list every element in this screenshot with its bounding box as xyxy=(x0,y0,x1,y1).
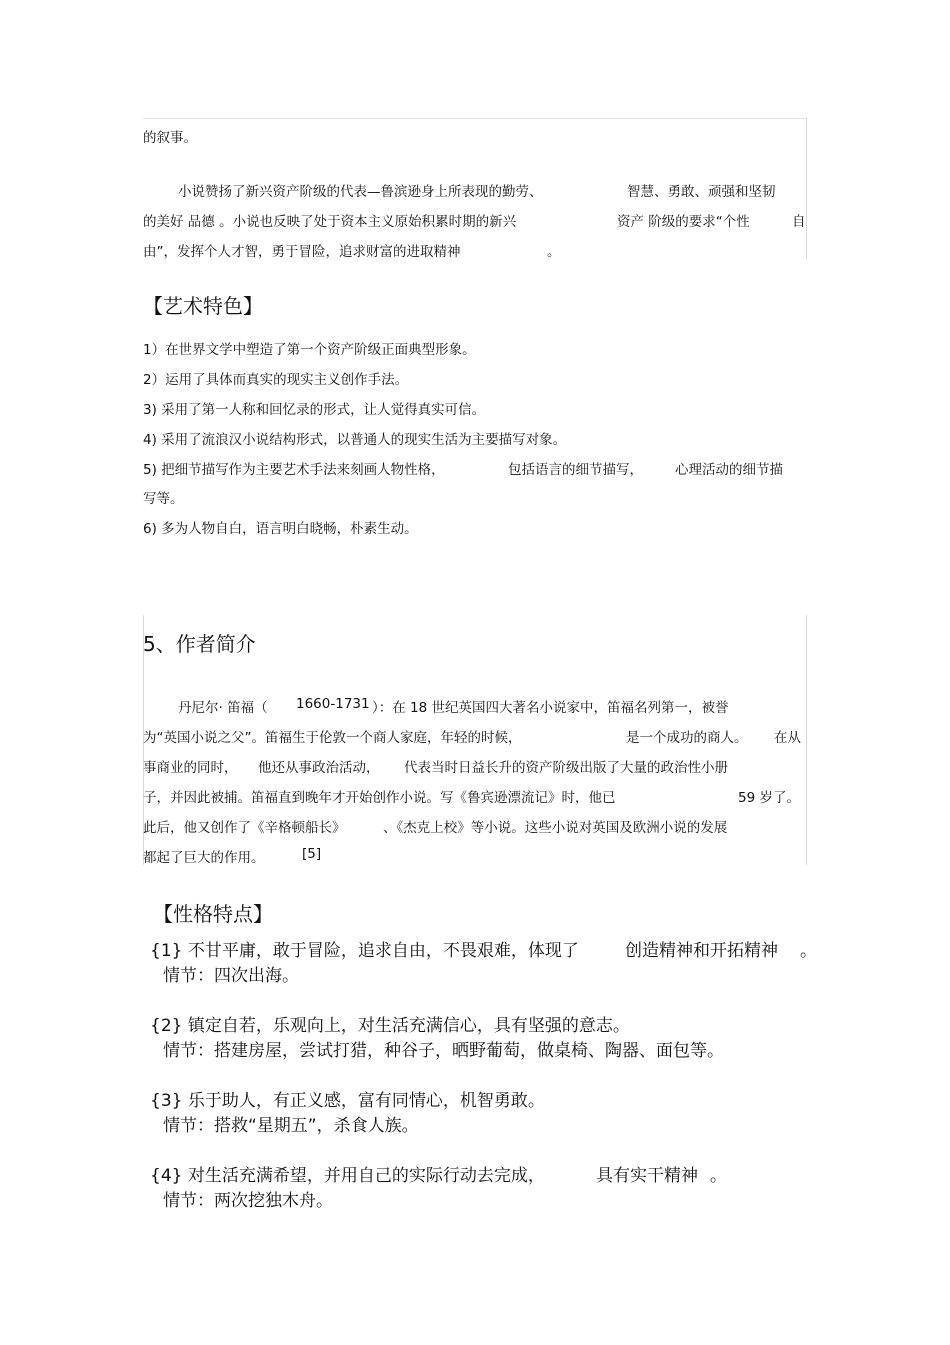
trait-3: {3} 乐于助人，有正义感，富有同情心，机智勇敢。 xyxy=(150,1091,545,1111)
frame-right-rule-top xyxy=(806,118,807,260)
traits-heading: 【性格特点】 xyxy=(153,902,273,926)
author-line-3c: 代表当时日益长升的资产阶级出版了大量的政治性小册 xyxy=(404,760,728,776)
author-line-3b: 他还从事政治活动， xyxy=(258,760,380,776)
trait-4c: 。 xyxy=(710,1166,727,1186)
author-line-5b: 、《杰克上校》等小说。这些小说对英国及欧洲小说的发展 xyxy=(383,820,728,836)
trait-2-plot: 情节：搭建房屋，尝试打猎，种谷子，晒野葡萄，做桌椅、陶器、面包等。 xyxy=(163,1041,724,1061)
trait-1c: 。 xyxy=(800,941,817,961)
author-line-1c: ）：在 18 世纪英国四大著名小说家中，笛福名列第一，被誉 xyxy=(372,700,729,716)
intro-line-2c: 自 xyxy=(792,214,806,230)
author-heading: 5、作者简介 xyxy=(143,632,256,656)
author-line-2b: 是一个成功的商人。 xyxy=(626,730,748,746)
trait-2: {2} 镇定自若，乐观向上，对生活充满信心，具有坚强的意志。 xyxy=(150,1016,630,1036)
art-item-5b: 包括语言的细节描写， xyxy=(508,462,643,478)
frame-right-rule-mid xyxy=(806,615,807,865)
intro-line-2a: 的美好 品德 。小说也反映了处于资本主义原始积累时期的新兴 xyxy=(143,214,517,230)
art-item-5c: 心理活动的细节描 xyxy=(675,462,783,478)
intro-line-3b: 。 xyxy=(547,244,561,260)
intro-line-1a: 小说赞扬了新兴资产阶级的代表—鲁滨逊身上所表现的勤劳、 xyxy=(178,184,543,200)
art-item-5d: 写等。 xyxy=(143,491,184,507)
frame-top-rule xyxy=(143,118,807,119)
art-item-3: 3) 采用了第一人称和回忆录的形式，让人觉得真实可信。 xyxy=(143,402,486,418)
author-line-2c: 在从 xyxy=(774,730,801,746)
trait-1-plot: 情节：四次出海。 xyxy=(163,966,299,986)
intro-line-2b: 资产 阶级的要求“个性 xyxy=(617,214,750,230)
trait-3-plot: 情节：搭救“星期五”，杀食人族。 xyxy=(163,1116,419,1136)
trait-4-plot: 情节：两次挖独木舟。 xyxy=(163,1191,333,1211)
trait-4b: 具有实干精神 xyxy=(596,1166,698,1186)
author-line-4a: 子，并因此被捕。笛福直到晚年才开始创作小说。写《鲁宾逊漂流记》时，他已 xyxy=(143,790,616,806)
art-item-4: 4) 采用了流浪汉小说结构形式，以普通人的现实生活为主要描写对象。 xyxy=(143,432,567,448)
trait-4a: {4} 对生活充满希望，并用自己的实际行动去完成， xyxy=(150,1166,545,1186)
art-features-heading: 【艺术特色】 xyxy=(143,294,263,318)
author-line-3a: 事商业的同时， xyxy=(143,760,238,776)
author-line-1a: 丹尼尔· 笛福（ xyxy=(178,700,268,716)
intro-line-3a: 由”，发挥个人才智，勇于冒险，追求财富的进取精神 xyxy=(143,244,461,260)
intro-line-1b: 智慧、勇敢、顽强和坚韧 xyxy=(627,184,776,200)
art-item-1: 1）在世界文学中塑造了第一个资产阶级正面典型形象。 xyxy=(143,342,476,358)
author-line-6a: 都起了巨大的作用。 xyxy=(143,850,265,866)
art-item-2: 2）运用了具体而真实的现实主义创作手法。 xyxy=(143,372,409,388)
author-line-4b: 59 岁了。 xyxy=(738,790,800,806)
trait-1a: {1} 不甘平庸，敢于冒险，追求自由，不畏艰难，体现了 xyxy=(150,941,579,961)
art-item-5a: 5) 把细节描写作为主要艺术手法来刻画人物性格， xyxy=(143,462,445,478)
author-citation: [5] xyxy=(302,846,322,862)
author-line-5a: 此后，他又创作了《辛格顿船长》 xyxy=(143,820,346,836)
author-line-1b: 1660-1731 xyxy=(296,696,370,712)
art-item-6: 6) 多为人物自白，语言明白晓畅，朴素生动。 xyxy=(143,521,418,537)
intro-line-0: 的叙事。 xyxy=(143,130,197,146)
trait-1b: 创造精神和开拓精神 xyxy=(625,941,778,961)
author-line-2a: 为“英国小说之父”。笛福生于伦敦一个商人家庭，年轻的时候， xyxy=(143,730,522,746)
